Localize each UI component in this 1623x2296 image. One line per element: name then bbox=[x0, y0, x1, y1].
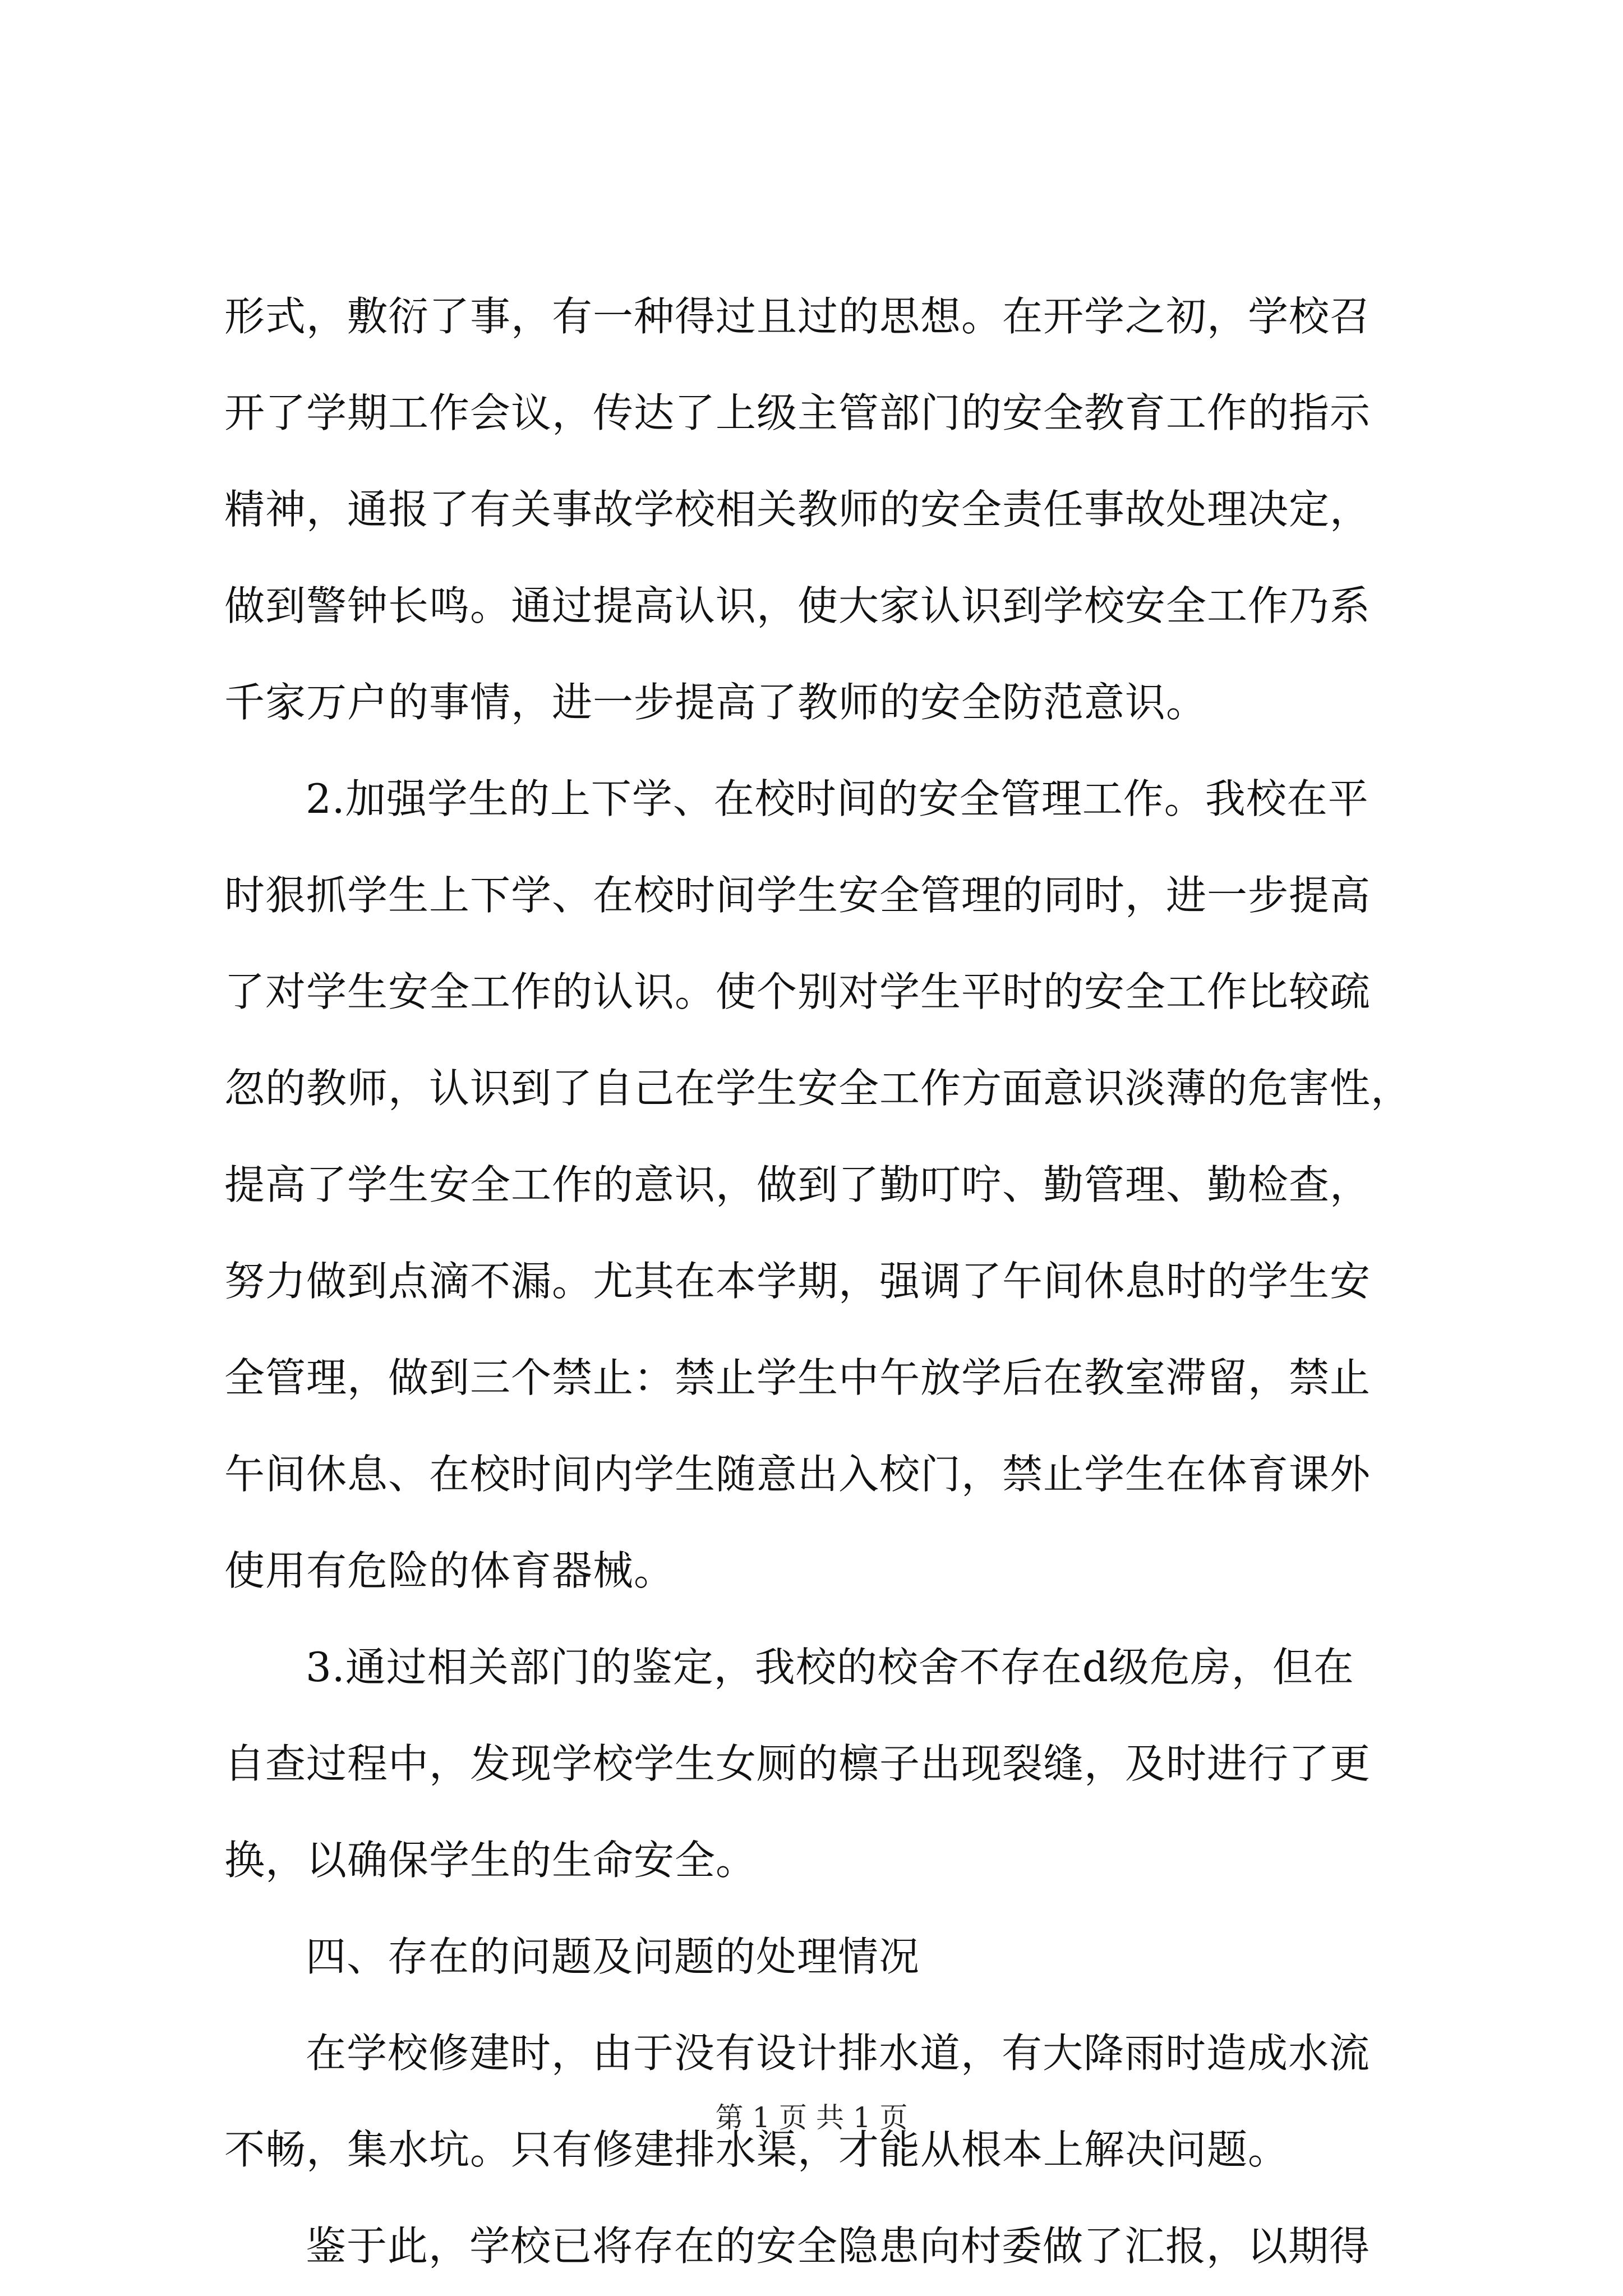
page-number-footer: 第 1 页 共 1 页 bbox=[715, 2101, 908, 2134]
text-line: 不畅，集水坑。只有修建排水渠，才能从根本上解决问题。 bbox=[224, 2126, 1289, 2173]
text-line: 了对学生安全工作的认识。使个别对学生平时的安全工作比较疏 bbox=[224, 968, 1371, 1015]
text-line: 精神，通报了有关事故学校相关教师的安全责任事故处理决定， bbox=[224, 486, 1371, 533]
text-line: 形式，敷衍了事，有一种得过且过的思想。在开学之初，学校召 bbox=[224, 293, 1371, 340]
text-line: 千家万户的事情，进一步提高了教师的安全防范意识。 bbox=[224, 679, 1207, 726]
text-line: 时狠抓学生上下学、在校时间学生安全管理的同时，进一步提高 bbox=[224, 872, 1371, 919]
text-line: 2.加强学生的上下学、在校时间的安全管理工作。我校在平 bbox=[306, 775, 1369, 822]
text-line: 在学校修建时，由于没有设计排水道，有大降雨时造成水流 bbox=[306, 2030, 1371, 2077]
section-heading: 四、存在的问题及问题的处理情况 bbox=[306, 1933, 920, 1980]
text-line: 3.通过相关部门的鉴定，我校的校舍不存在d级危房，但在 bbox=[306, 1644, 1354, 1691]
text-line: 午间休息、在校时间内学生随意出入校门，禁止学生在体育课外 bbox=[224, 1451, 1371, 1498]
text-line: 做到警钟长鸣。通过提高认识，使大家认识到学校安全工作乃系 bbox=[224, 582, 1371, 629]
text-line: 忽的教师，认识到了自己在学生安全工作方面意识淡薄的危害性， bbox=[224, 1065, 1412, 1112]
text-line: 使用有危险的体育器械。 bbox=[224, 1547, 675, 1594]
text-line: 全管理，做到三个禁止：禁止学生中午放学后在教室滞留，禁止 bbox=[224, 1354, 1371, 1401]
text-line: 鉴于此，学校已将存在的安全隐患向村委做了汇报，以期得 bbox=[306, 2223, 1371, 2270]
text-line: 开了学期工作会议，传达了上级主管部门的安全教育工作的指示 bbox=[224, 389, 1371, 436]
text-line: 换，以确保学生的生命安全。 bbox=[224, 1837, 757, 1884]
text-line: 努力做到点滴不漏。尤其在本学期，强调了午间休息时的学生安 bbox=[224, 1258, 1371, 1305]
body-text bbox=[224, 268, 1419, 2294]
text-line: 自查过程中，发现学校学生女厕的檩子出现裂缝，及时进行了更 bbox=[224, 1740, 1371, 1787]
text-line: 提高了学生安全工作的意识，做到了勤叮咛、勤管理、勤检查， bbox=[224, 1161, 1371, 1208]
